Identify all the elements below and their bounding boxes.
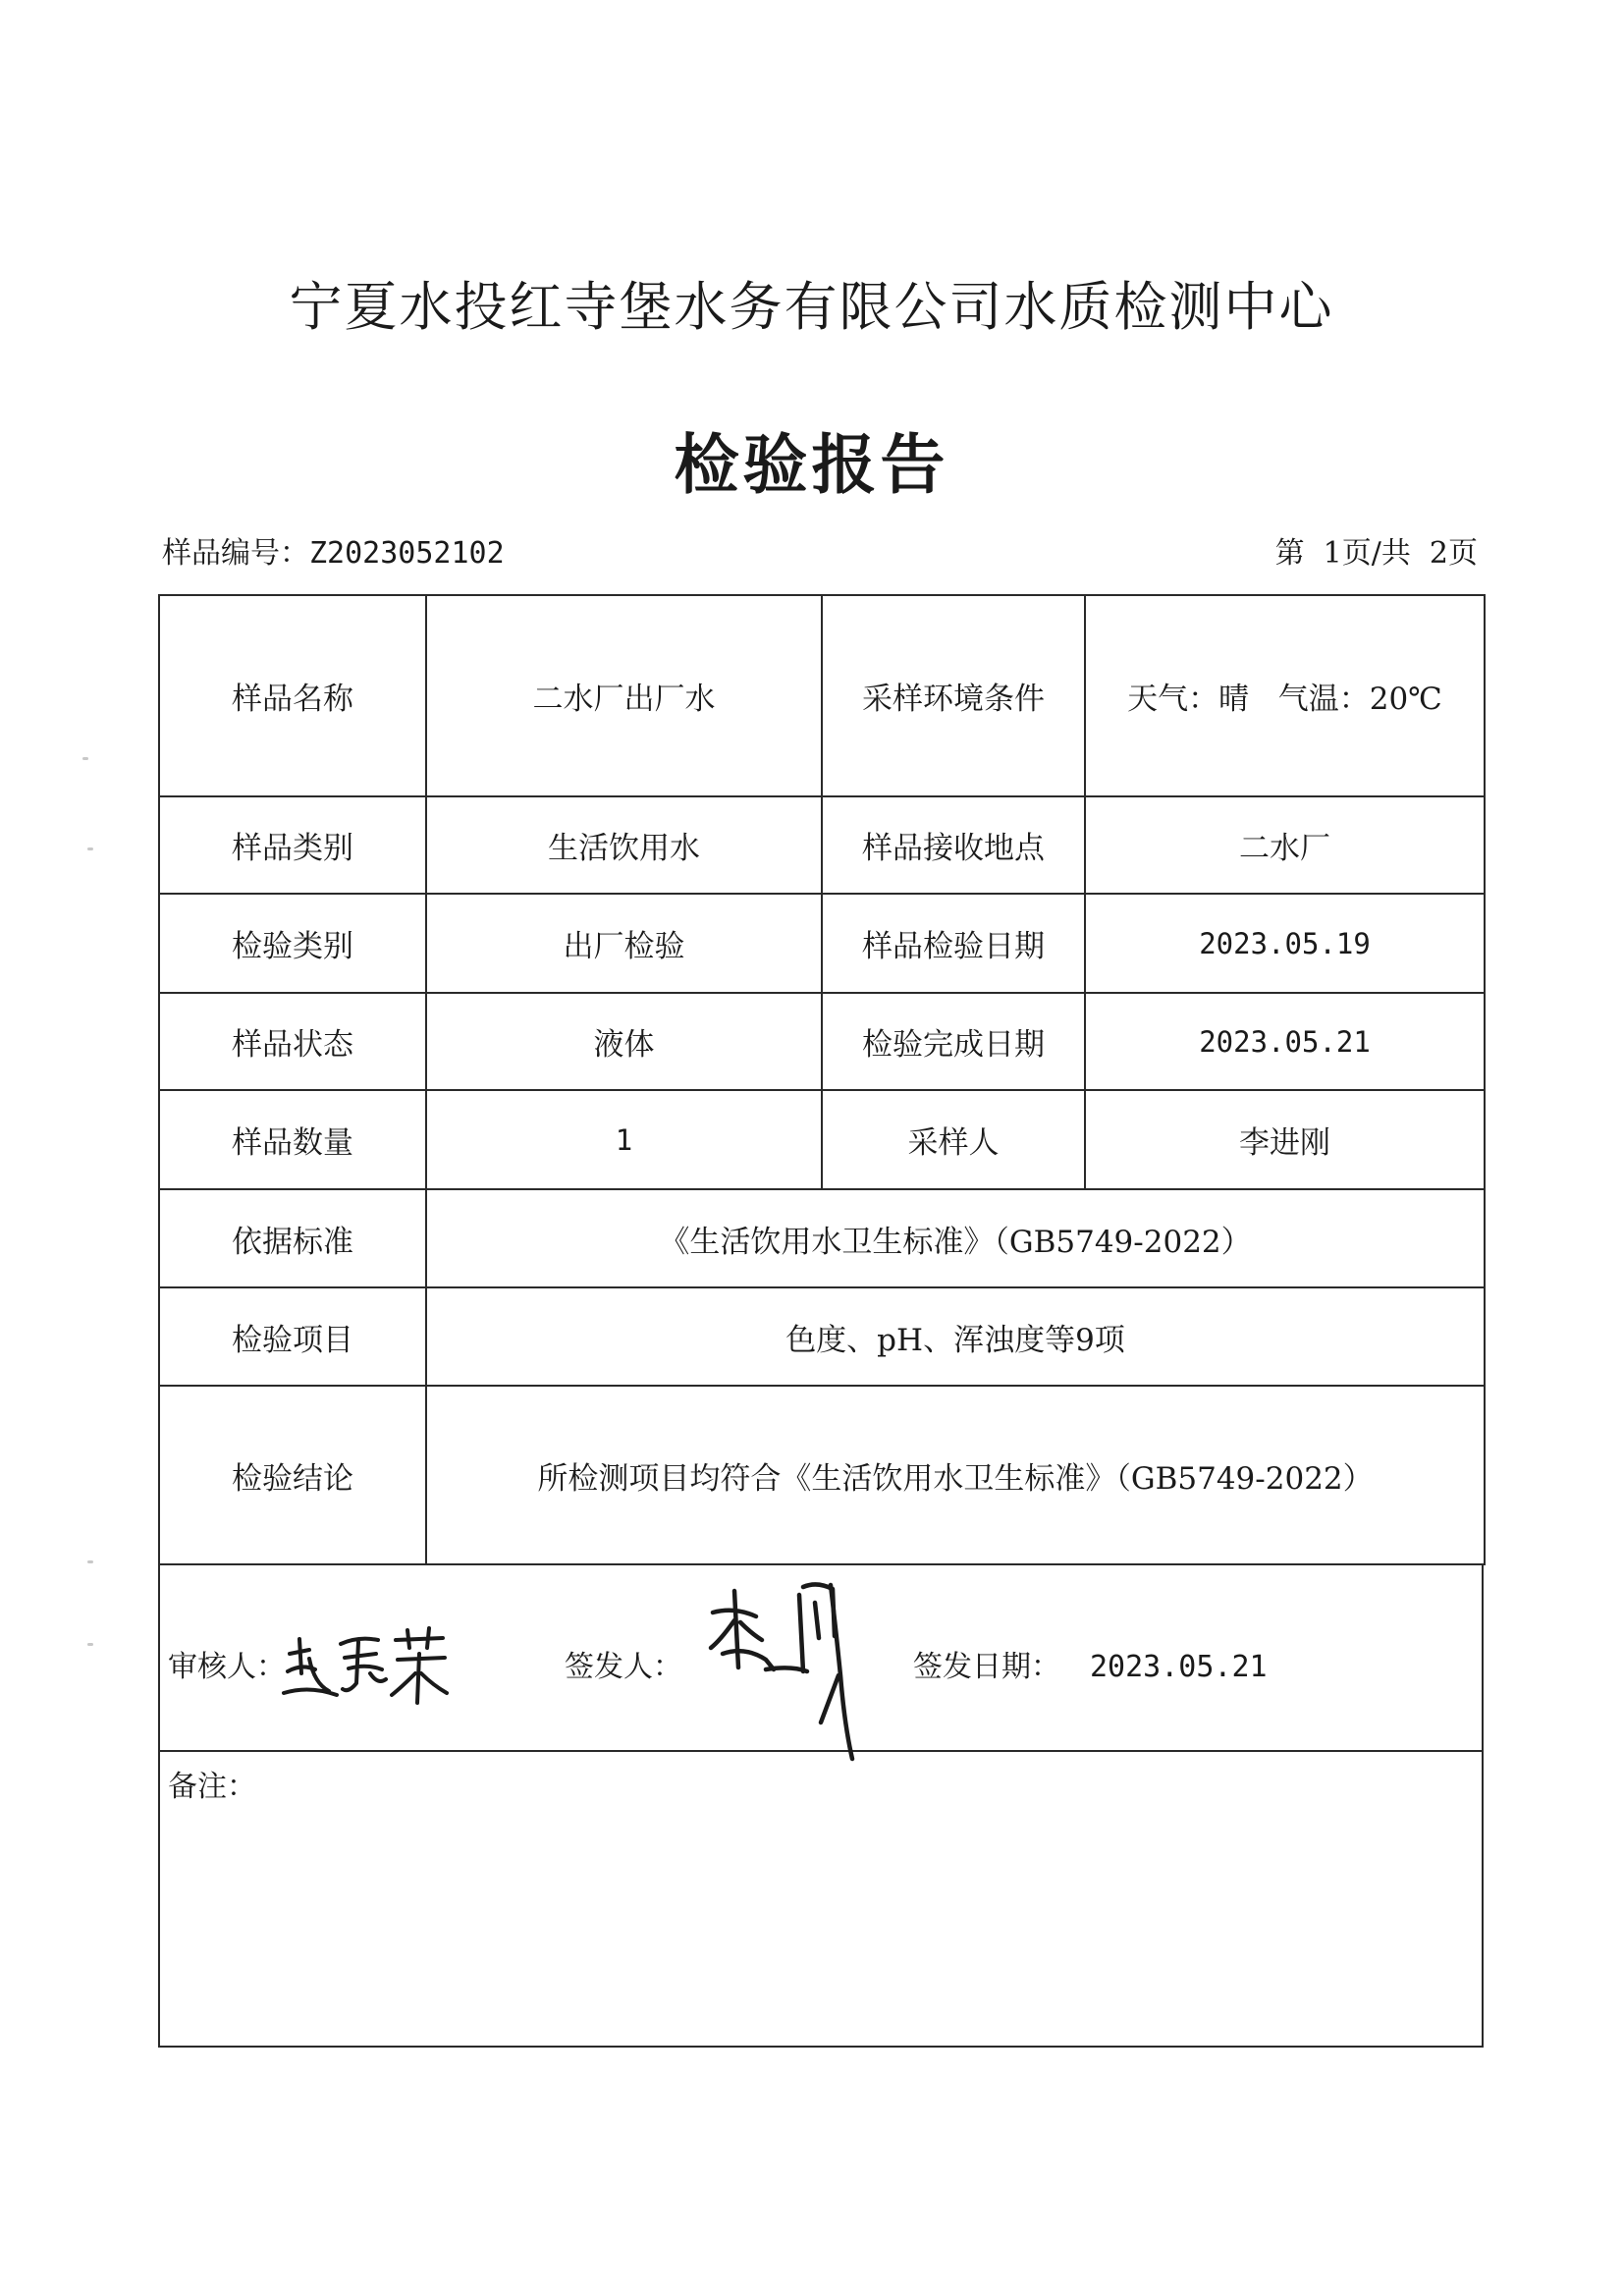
conclusion-label: 检验结论: [159, 1386, 426, 1564]
issue-date-value: 2023.05.21: [1090, 1650, 1268, 1684]
sample-category-value: 生活饮用水: [426, 796, 822, 894]
issuer-signature: [705, 1577, 862, 1769]
issuer-label: 签发人：: [565, 1650, 682, 1684]
report-title: 检验报告: [674, 427, 949, 503]
test-type-label: 检验类别: [159, 894, 426, 993]
test-items-value: 色度、pH、浑浊度等9项: [426, 1287, 1485, 1386]
scan-artifact: [87, 1560, 93, 1563]
issue-date: [913, 1642, 1268, 1685]
test-items-label: 检验项目: [159, 1287, 426, 1386]
sample-state-value: 液体: [426, 993, 822, 1090]
sample-number-label: 样品编号：: [162, 536, 309, 571]
receive-place-value: 二水厂: [1085, 796, 1485, 894]
sample-quantity-value: 1: [426, 1090, 822, 1189]
reviewer: [168, 1642, 286, 1685]
sampler-label: 采样人: [822, 1090, 1085, 1189]
scan-artifact: [87, 847, 93, 850]
sample-number-value: Z2023052102: [309, 536, 505, 571]
test-date-label: 样品检验日期: [822, 894, 1085, 993]
organization-title: 宁夏水投红寺堡水务有限公司水质检测中心: [289, 276, 1334, 338]
sampling-environment-label: 采样环境条件: [822, 595, 1085, 796]
complete-date-label: 检验完成日期: [822, 993, 1085, 1090]
standard-label: 依据标准: [159, 1189, 426, 1287]
remarks-label: 备注：: [168, 1770, 256, 1804]
sampler-value: 李进刚: [1085, 1090, 1485, 1189]
table-row: [159, 595, 1485, 796]
table-row: [159, 796, 1485, 894]
sample-category-label: 样品类别: [159, 796, 426, 894]
table-row: [159, 1090, 1485, 1189]
issuer: [565, 1642, 682, 1685]
sampling-environment-value: 天气：晴 气温：20℃: [1085, 595, 1485, 796]
reviewer-label: 审核人：: [168, 1650, 286, 1684]
receive-place-label: 样品接收地点: [822, 796, 1085, 894]
signature-row: [160, 1565, 1482, 1752]
complete-date-value: 2023.05.21: [1085, 993, 1485, 1090]
table-row: [159, 894, 1485, 993]
report-meta-row: [162, 528, 1478, 572]
sample-quantity-label: 样品数量: [159, 1090, 426, 1189]
sample-name-value: 二水厂出厂水: [426, 595, 822, 796]
table-row: [159, 1386, 1485, 1564]
standard-value: 《生活饮用水卫生标准》（GB5749-2022）: [426, 1189, 1485, 1287]
sample-state-label: 样品状态: [159, 993, 426, 1090]
page-indicator: 第 1页/共 2页: [1274, 536, 1478, 571]
signature-remarks-box: [158, 1565, 1484, 2048]
conclusion-value: 所检测项目均符合《生活饮用水卫生标准》（GB5749-2022）: [426, 1386, 1485, 1564]
issue-date-label: 签发日期：: [913, 1650, 1060, 1684]
report-info-table: [158, 594, 1486, 1565]
sample-name-label: 样品名称: [159, 595, 426, 796]
scan-artifact: [82, 757, 88, 760]
table-row: [159, 1189, 1485, 1287]
table-row: [159, 1287, 1485, 1386]
reviewer-signature: [280, 1614, 452, 1708]
sample-number: [162, 528, 505, 572]
table-row: [159, 993, 1485, 1090]
test-type-value: 出厂检验: [426, 894, 822, 993]
test-date-value: 2023.05.19: [1085, 894, 1485, 993]
scan-artifact: [87, 1643, 93, 1646]
